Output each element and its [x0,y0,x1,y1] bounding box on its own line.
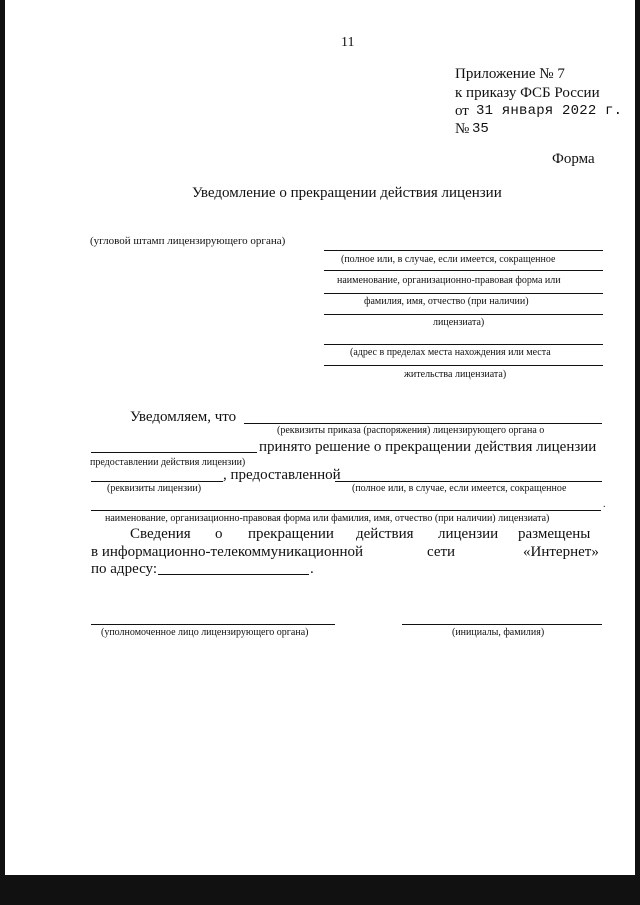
info-word-3: прекращении [248,526,334,542]
scan-border-bottom [0,875,640,905]
appendix-line: Приложение № 7 [455,66,565,82]
website-address-line [158,574,309,575]
licensee-hint-4: лицензиата) [433,317,485,328]
decision-text: принято решение о прекращении действия лицензии [259,439,597,455]
order-line: к приказу ФСБ России [455,85,600,101]
address-line-1 [324,344,603,345]
date-prefix: от [455,103,469,119]
address-line-2 [324,365,603,366]
licensee-name-line-2 [91,510,601,511]
order-date: 31 января 2022 г. [476,103,623,119]
stamp-label: (угловой штамп лицензирующего органа) [90,235,286,247]
licensee-name-line [335,481,602,482]
licensee-line-2 [324,270,603,271]
info2-word-2: сети [427,544,456,560]
info-word-1: Сведения [130,526,191,542]
licensee-line-1 [324,250,603,251]
order-number: 35 [472,121,489,137]
notify-text: Уведомляем, что [130,409,237,425]
full-name-hint: (полное или, в случае, если имеется, сокращенное [352,483,567,494]
page-number: 11 [341,35,355,50]
order-details-line-2 [91,452,257,453]
info2-word-3: «Интернет» [523,544,599,560]
period-mark: . [603,499,606,510]
info-word-5: лицензии [438,526,499,542]
info-word-4: действия [356,526,414,542]
order-details-line [244,423,602,424]
address-end: . [310,561,314,577]
signature-line-left [91,624,335,625]
number-prefix: № [455,121,470,137]
licensee-hint-2: наименование, организационно-правовая форма или [337,275,561,286]
licensee-line-3 [324,293,603,294]
licensee-hint-3: фамилия, имя, отчество (при наличии) [364,296,529,307]
scan-border-left [0,0,5,905]
info-word-6: размещены [518,526,591,542]
provided-text: , предоставленной [223,467,341,483]
form-label: Форма [552,151,595,167]
license-details-line [91,481,223,482]
info2-word-1: в информационно-телекоммуникационной [91,544,364,560]
order-hint-2: предоставлении действия лицензии) [90,457,246,468]
licensee-hint-1: (полное или, в случае, если имеется, сокращенное [341,254,556,265]
name-hint: наименование, организационно-правовая форма или фамилия, имя, отчество (при наличии) лицензиата) [105,513,550,524]
license-hint: (реквизиты лицензии) [107,483,202,494]
address-hint-1: (адрес в пределах места нахождения или места [350,347,551,358]
scan-border-right [635,0,640,905]
licensee-line-4 [324,314,603,315]
document-title: Уведомление о прекращении действия лицензии [192,185,502,201]
address-prefix: по адресу: [91,561,158,577]
authorized-person-hint: (уполномоченное лицо лицензирующего органа) [101,627,309,638]
info-word-2: о [215,526,223,542]
signature-line-right [402,624,602,625]
order-hint: (реквизиты приказа (распоряжения) лицензирующего органа о [277,425,545,436]
address-hint-2: жительства лицензиата) [404,369,507,380]
initials-hint: (инициалы, фамилия) [452,627,545,638]
